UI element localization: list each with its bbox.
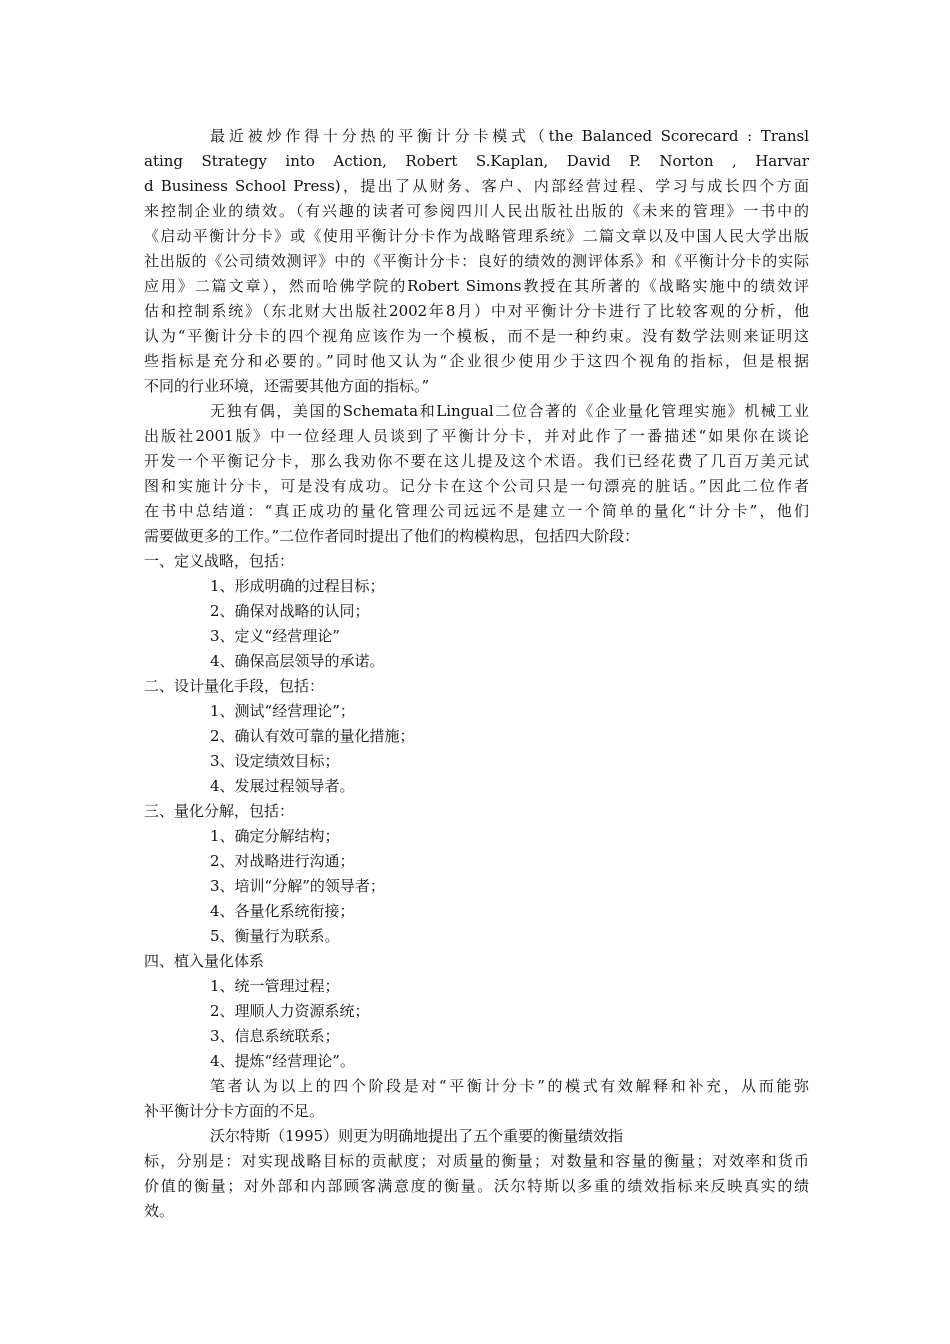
stage-item: 5、衡量行为联系。	[210, 927, 340, 945]
text-line: 估和控制系统》（东北财大出版社2002年8月）中对平衡计分卡进行了比较客观的分析，他	[144, 302, 809, 320]
text-line: d Business School Press)，提出了从财务、客户、内部经营过程、学习与成长四个方面	[144, 177, 809, 195]
stage-item: 2、对战略进行沟通；	[210, 852, 355, 870]
text-line: 补平衡计分卡方面的不足。	[144, 1102, 325, 1120]
stage-item: 4、各量化系统衔接；	[210, 902, 355, 920]
text-line: 标，分别是：对实现战略目标的贡献度；对质量的衡量；对数量和容量的衡量；对效率和货币	[144, 1152, 809, 1170]
text-line: 不同的行业环境，还需要其他方面的指标。”	[144, 377, 430, 395]
stage-item: 2、确保对战略的认同；	[210, 602, 370, 620]
stage-item: 4、发展过程领导者。	[210, 777, 355, 795]
text-line: 最近被炒作得十分热的平衡计分卡模式（the Balanced Scorecard : Transl	[210, 127, 809, 145]
stage-list	[144, 549, 809, 1074]
stage-item: 4、确保高层领导的承诺。	[210, 652, 385, 670]
paragraph-walters	[144, 1124, 809, 1224]
stage-item: 1、测试“经营理论”；	[210, 702, 355, 720]
stage-heading: 三、量化分解，包括：	[144, 802, 295, 820]
paragraph-balanced-scorecard	[144, 124, 809, 399]
paragraph-schemata-lingual	[144, 399, 809, 549]
text-line: 出版社2001版》中一位经理人员谈到了平衡计分卡，并对此作了一番描述“如果你在谈论	[144, 427, 809, 445]
stage-item: 3、信息系统联系；	[210, 1027, 340, 1045]
text-line: ating Strategy into Action, Robert S.Kaplan, David P. Norton , Harvar	[144, 152, 809, 170]
stage-heading: 四、植入量化体系	[144, 952, 265, 970]
stage-heading: 一、定义战略，包括：	[144, 552, 295, 570]
text-line: 笔者认为以上的四个阶段是对“平衡计分卡”的模式有效解释和补充，从而能弥	[210, 1077, 809, 1095]
stage-item: 3、培训“分解”的领导者；	[210, 877, 385, 895]
stage-item: 1、确定分解结构；	[210, 827, 340, 845]
stage-item: 2、理顺人力资源系统；	[210, 1002, 370, 1020]
text-line: 《启动平衡计分卡》或《使用平衡计分卡作为战略管理系统》二篇文章以及中国人民大学出版	[144, 227, 809, 245]
text-line: 沃尔特斯（1995）则更为明确地提出了五个重要的衡量绩效指	[210, 1127, 624, 1145]
text-line: 些指标是充分和必要的。”同时他又认为“企业很少使用少于这四个视角的指标，但是根据	[144, 352, 809, 370]
text-line: 图和实施计分卡，可是没有成功。记分卡在这个公司只是一句漂亮的脏话。”因此二位作者	[144, 477, 809, 495]
text-line: 社出版的《公司绩效测评》中的《平衡计分卡：良好的绩效的测评体系》和《平衡计分卡的实际	[144, 252, 809, 270]
stage-item: 1、形成明确的过程目标；	[210, 577, 385, 595]
text-line: 应用》二篇文章），然而哈佛学院的Robert Simons教授在其所著的《战略实施中的绩效评	[144, 277, 809, 295]
text-line: 来控制企业的绩效。（有兴趣的读者可参阅四川人民出版社出版的《未来的管理》一书中的	[144, 202, 809, 220]
text-line: 开发一个平衡记分卡，那么我劝你不要在这儿提及这个术语。我们已经花费了几百万美元试	[144, 452, 809, 470]
text-line: 在书中总结道：“真正成功的量化管理公司远远不是建立一个简单的量化“计分卡”，他们	[144, 502, 809, 520]
text-line: 需要做更多的工作。”二位作者同时提出了他们的构模构思，包括四大阶段：	[144, 527, 640, 545]
paragraph-author-view	[144, 1074, 809, 1124]
text-line: 无独有偶，美国的Schemata和Lingual二位合著的《企业量化管理实施》机械工业	[210, 402, 809, 420]
stage-item: 4、提炼“经营理论”。	[210, 1052, 355, 1070]
stage-item: 3、定义“经营理论”	[210, 627, 340, 645]
text-line: 价值的衡量；对外部和内部顾客满意度的衡量。沃尔特斯以多重的绩效指标来反映真实的绩	[144, 1177, 809, 1195]
stage-item: 2、确认有效可靠的量化措施；	[210, 727, 415, 745]
stage-item: 3、设定绩效目标；	[210, 752, 340, 770]
text-line: 效。	[144, 1202, 175, 1220]
stage-heading: 二、设计量化手段，包括：	[144, 677, 325, 695]
stage-item: 1、统一管理过程；	[210, 977, 340, 995]
text-line: 认为“平衡计分卡的四个视角应该作为一个模板，而不是一种约束。没有数学法则来证明这	[144, 327, 809, 345]
document-page	[144, 124, 809, 1224]
